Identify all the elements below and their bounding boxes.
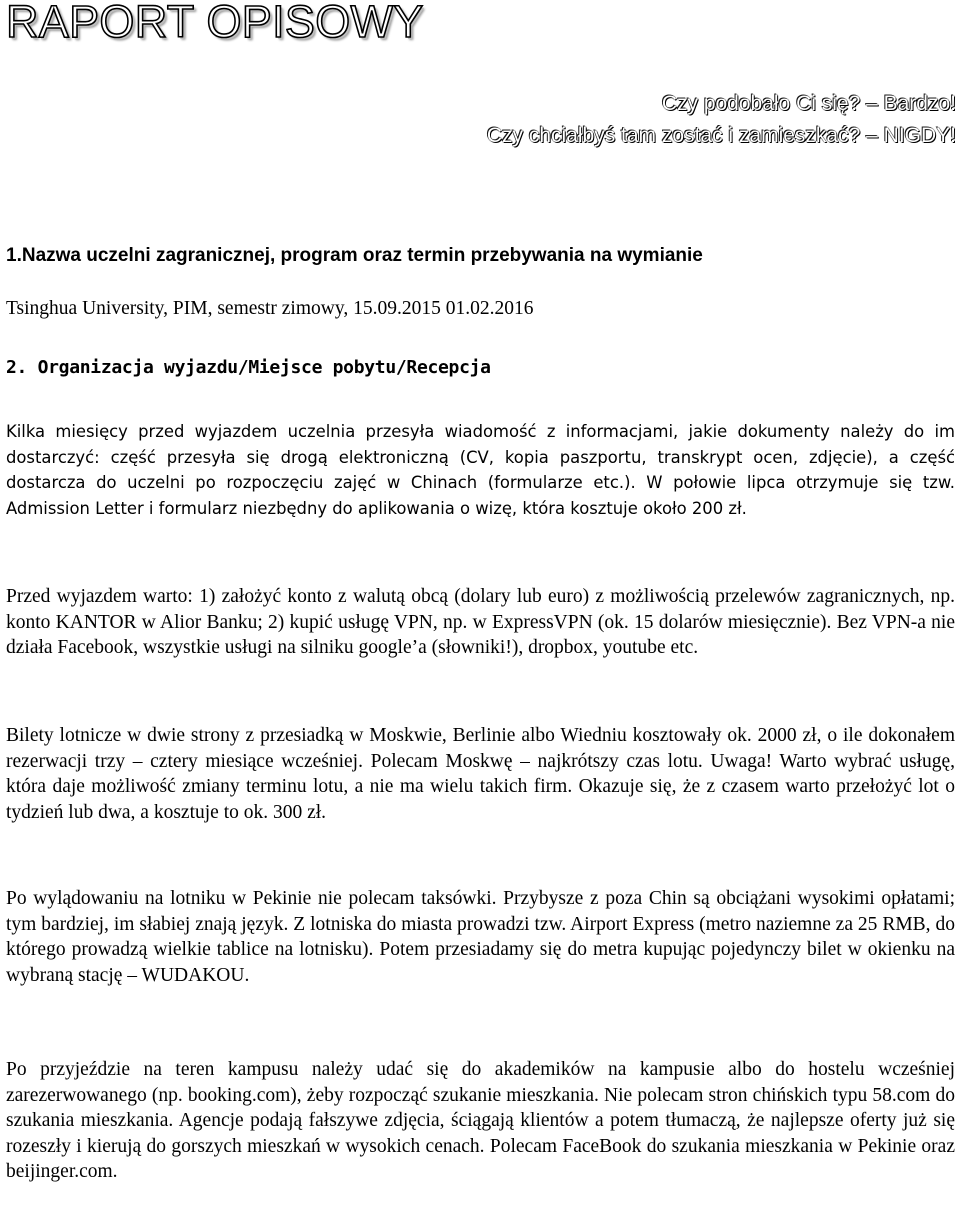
question-text: Czy chciałbyś tam zostać i zamieszkać?: [486, 124, 861, 147]
paragraph-housing: Po przyjeździe na teren kampusu należy udać się do akademików na kampusie albo do hostelu wcześniej zarezerwowanego (np. booking.com), żeby rozpocząć szukanie mieszkania. Nie polecam stron chińskich typu 58.com do szukania mieszkania. Agencje podają fałszywe zdjęcia, ściągają klientów a potem tłumaczą, że najlepsze oferty już się rozeszły i kierują do gorszych mieszkań w wysokich cenach. Polecam FaceBook do szukania mieszkania w Pekinie oraz beijinger.com.: [6, 1059, 955, 1183]
question-liked: [662, 92, 956, 116]
section1-heading: 1.Nazwa uczelni zagranicznej, program oraz termin przebywania na wymianie: [6, 245, 703, 266]
paragraph-flights: Bilety lotnicze w dwie strony z przesiadką w Moskwie, Berlinie albo Wiedniu kosztowały ok. 2000 zł, o ile dokonałem rezerwacji trzy – cztery miesiące wcześniej. Polecam Moskwę – najkrótszy czas lotu. Uwaga! Warto wybrać usługę, która daje możliwość zmiany terminu lotu, a nie ma wielu takich firm. Okazuje się, że z czasem warto przełożyć lot o tydzień lub dwa, a kosztuje to ok. 300 zł.: [6, 725, 955, 823]
answer-text: Bardzo!: [883, 92, 956, 115]
question-stay: [487, 124, 956, 148]
dash-separator: –: [866, 124, 884, 147]
question-text: Czy podobało Ci się?: [661, 92, 861, 115]
answer-text: NIGDY!: [883, 124, 956, 147]
paragraph-before-departure: Przed wyjazdem warto: 1) założyć konto z walutą obcą (dolary lub euro) z możliwością przelewów zagranicznych, np. konto KANTOR w Alior Banku; 2) kupić usługę VPN, np. w ExpressVPN (ok. 15 dolarów miesięcznie). Bez VPN-a nie działa Facebook, wszystkie usługi na silniku google’a (słowniki!), dropbox, youtube etc.: [6, 586, 955, 659]
document-title: RAPORT OPISOWY: [6, 0, 424, 47]
paragraph-arrival: Po wylądowaniu na lotniku w Pekinie nie polecam taksówki. Przybysze z poza Chin są obciążani wysokimi opłatami; tym bardziej, im słabiej znają język. Z lotniska do miasta prowadzi tzw. Airport Express (metro naziemne za 25 RMB, do którego prowadzą wielkie tablice na lotnisku). Potem przesiadamy się do metra kupując pojedynczy bilet w okienku na wybraną stację – WUDAKOU.: [6, 888, 955, 986]
section1-text: Tsinghua University, PIM, semestr zimowy, 15.09.2015 01.02.2016: [6, 298, 534, 319]
section2-heading: 2. Organizacja wyjazdu/Miejsce pobytu/Recepcja: [6, 357, 491, 378]
paragraph-documents: Kilka miesięcy przed wyjazdem uczelnia przesyła wiadomość z informacjami, jakie dokumenty należy do im dostarczyć: część przesyła się drogą elektroniczną (CV, kopia paszportu, transkrypt ocen, zdjęcie), a część dostarcza do uczelni po rozpoczęciu zajęć w Chinach (formularze etc.). W połowie lipca otrzymuje się tzw. Admission Letter i formularz niezbędny do aplikowania o wizę, która kosztuje około 200 zł.: [6, 422, 955, 518]
dash-separator: –: [866, 92, 884, 115]
